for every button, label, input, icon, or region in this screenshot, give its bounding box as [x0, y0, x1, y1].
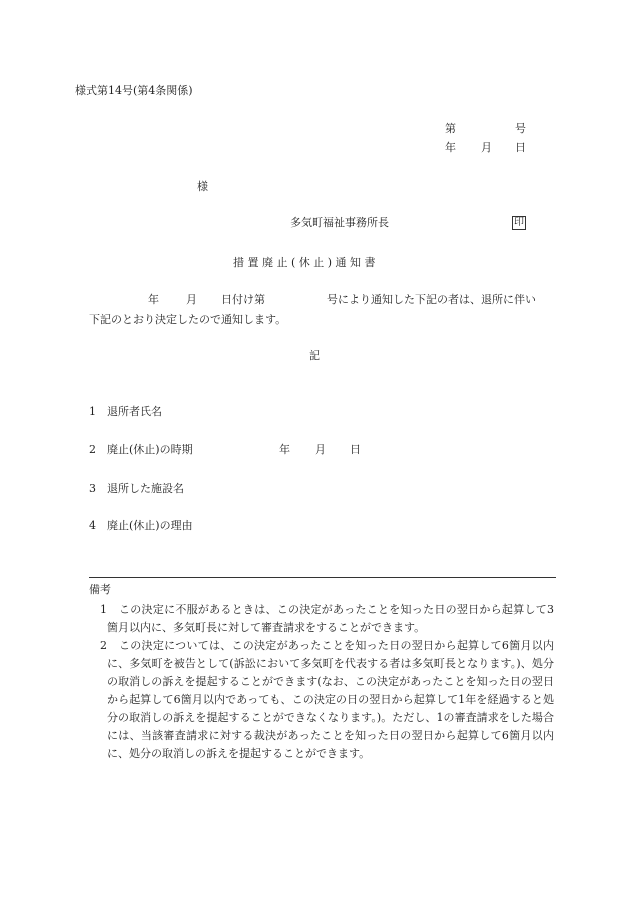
item-2-day: 日 — [350, 443, 361, 456]
seal-mark: 印 — [514, 217, 524, 228]
body-line1-rest: 号により通知した下記の者は、退所に伴い — [327, 293, 536, 306]
item-1-number: 1 — [89, 405, 96, 418]
doc-number-suffix: 号 — [515, 122, 526, 135]
note-2-text: この決定については、この決定があったことを知った日の翌日から起算して6箇月以内に、多気町を被告として(訴訟において多気町を代表する者は多気町長となります。)、処分の取消しの訴えを提起することができます(なお、この決定があったことを知った日の翌日から起算して6箇月以内であっても、この決定の日の翌日から起算して1年を経過すると処分の取消しの訴えを提起することができなくなります。)。ただし、1の審査請求をした場合には、当該審査請求に対する裁決があったことを知った日の翌日から起算して6箇月以内に、処分の取消しの訴えを提起することができます。 — [107, 639, 554, 760]
divider-line — [89, 577, 556, 578]
ki-marker: 記 — [309, 349, 320, 362]
item-4-number: 4 — [89, 519, 96, 532]
doc-number-prefix: 第 — [445, 122, 456, 135]
note-1-number: 1 — [100, 603, 107, 616]
item-4-label: 廃止(休止)の理由 — [107, 519, 193, 532]
date-month-label: 月 — [481, 141, 492, 154]
note-1-text: この決定に不服があるときは、この決定があったことを知った日の翌日から起算して3箇月以内に、多気町長に対して審査請求をすることができます。 — [107, 603, 554, 634]
item-3-label: 退所した施設名 — [107, 482, 184, 495]
document-title: 措 置 廃 止 ( 休 止 ) 通 知 書 — [233, 256, 376, 269]
date-year-label: 年 — [445, 141, 456, 154]
item-2-number: 2 — [89, 443, 96, 456]
form-number: 様式第14号(第4条関係) — [75, 84, 193, 97]
item-2-label: 廃止(休止)の時期 — [107, 443, 193, 456]
addressee-suffix: 様 — [197, 180, 208, 193]
issuer-name: 多気町福祉事務所長 — [290, 216, 389, 229]
body-year: 年 — [148, 293, 159, 306]
body-date-reference: 日付け第 — [221, 293, 265, 306]
body-line2: 下記のとおり決定したので通知します。 — [89, 313, 287, 326]
date-day-label: 日 — [515, 141, 526, 154]
item-2-year: 年 — [279, 443, 290, 456]
item-3-number: 3 — [89, 482, 96, 495]
item-1-label: 退所者氏名 — [107, 405, 162, 418]
note-2-number: 2 — [100, 639, 107, 652]
item-2-month: 月 — [315, 443, 326, 456]
body-month: 月 — [186, 293, 197, 306]
remarks-heading: 備考 — [89, 583, 111, 596]
